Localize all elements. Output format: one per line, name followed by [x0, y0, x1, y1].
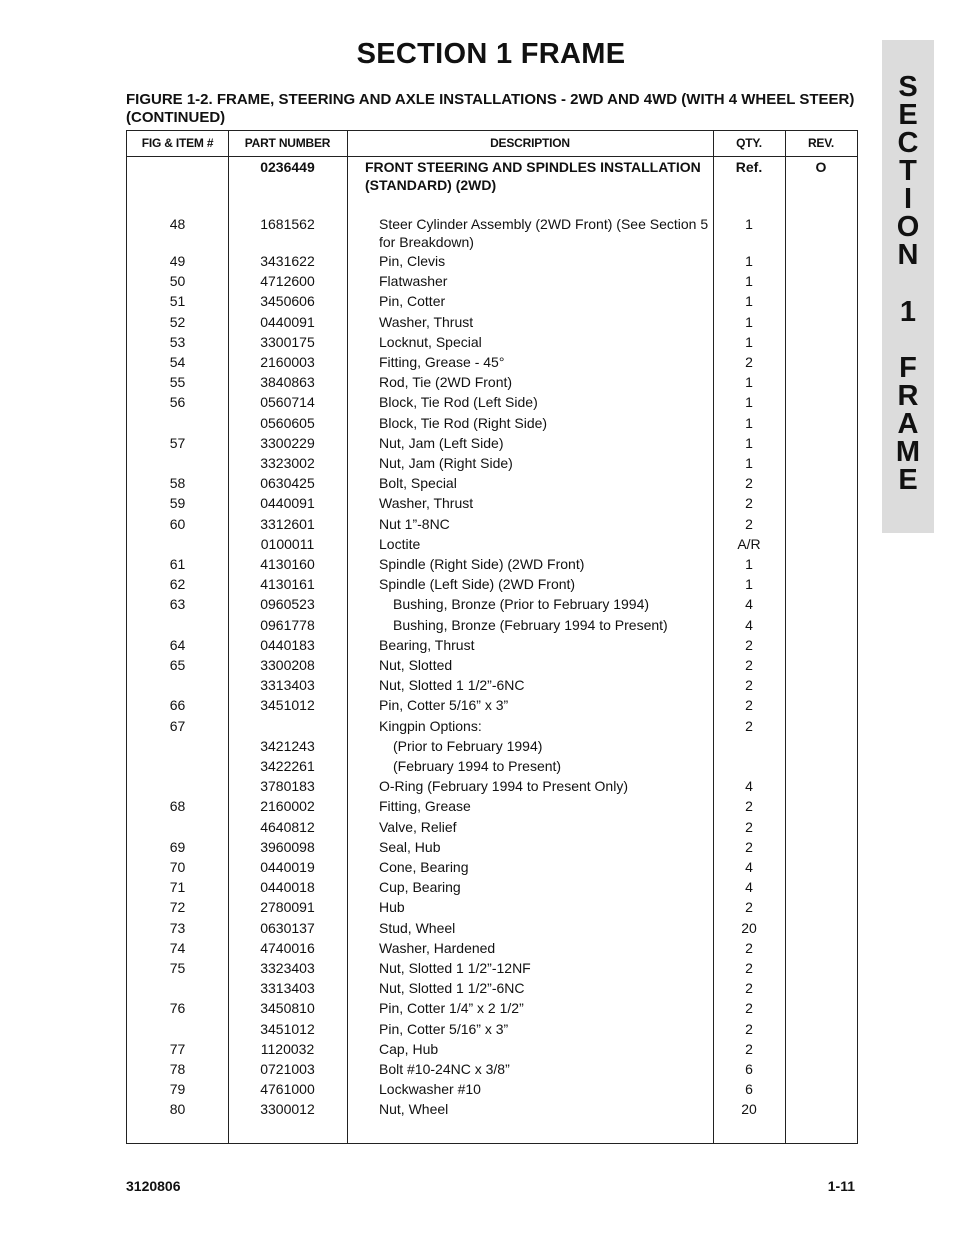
qty-cell: 2: [745, 960, 753, 976]
description-cell: Pin, Cotter 1/4” x 2 1/2”: [379, 1000, 524, 1017]
side-tab-letter: C: [897, 127, 919, 159]
qty-cell: 1: [745, 333, 753, 350]
fig-item-cell: 54: [169, 354, 186, 370]
description-cell: Rod, Tie (2WD Front): [379, 374, 513, 391]
fig-item-cell: 66: [169, 697, 186, 714]
section-side-tab: [882, 40, 934, 533]
qty-cell: 1: [745, 253, 753, 269]
description-cell: (Prior to February 1994): [393, 737, 543, 754]
description-cell: Valve, Relief: [379, 818, 457, 835]
description-cell: Pin, Cotter 5/16” x 3”: [379, 697, 509, 714]
fig-item-cell: 49: [169, 253, 186, 269]
qty-cell: 2: [745, 1020, 753, 1037]
header-fig-item: FIG & ITEM #: [141, 136, 214, 150]
column-divider: [347, 131, 348, 1143]
fig-item-cell: 64: [169, 636, 186, 653]
description-cell: Pin, Cotter: [379, 293, 446, 310]
side-tab-letter: M: [895, 436, 921, 468]
side-tab-letter: N: [897, 239, 919, 271]
qty-cell: 2: [745, 899, 753, 916]
header-divider: [127, 156, 857, 157]
part-number-cell: 4712600: [260, 273, 315, 290]
part-number-cell: 3300208: [260, 657, 315, 673]
description-cell: Washer, Hardened: [379, 939, 496, 956]
qty-cell: 2: [745, 475, 753, 492]
qty-cell: 2: [745, 677, 753, 694]
description-cell: Locknut, Special: [379, 333, 482, 350]
qty-cell: A/R: [737, 535, 761, 552]
part-number-cell: 4761000: [260, 1081, 315, 1098]
part-number-cell: 3300012: [260, 1101, 315, 1118]
qty-cell: 2: [745, 1000, 753, 1017]
qty-cell: 2: [745, 657, 753, 673]
fig-item-cell: 53: [169, 333, 186, 350]
description-cell: Seal, Hub: [379, 838, 441, 855]
part-number-cell: 1120032: [260, 1040, 315, 1057]
description-cell: Nut, Slotted 1 1/2”-12NF: [379, 960, 531, 976]
qty-cell: 1: [745, 394, 753, 411]
description-cell: Bushing, Bronze (Prior to February 1994): [393, 596, 650, 613]
part-number-cell: 3960098: [260, 838, 315, 855]
parts-table: [126, 130, 858, 1144]
part-number-cell: 4640812: [260, 818, 315, 835]
fig-item-cell: 58: [169, 475, 186, 492]
description-cell: Nut 1”-8NC: [379, 515, 450, 532]
description-cell: Stud, Wheel: [379, 919, 456, 936]
header-qty: QTY.: [736, 136, 762, 150]
description-cell: Steer Cylinder Assembly (2WD Front) (See Section 5 for Breakdown): [379, 216, 709, 250]
part-number-cell: 0560714: [260, 394, 315, 411]
part-number-cell: 3780183: [260, 778, 315, 795]
qty-cell: 6: [745, 1061, 753, 1077]
fig-item-cell: 50: [169, 273, 186, 290]
side-tab-letter: A: [897, 408, 919, 440]
part-number-cell: 2160002: [260, 798, 315, 815]
fig-item-cell: 78: [169, 1061, 186, 1077]
qty-cell: 1: [745, 455, 753, 471]
part-number-cell: 3451012: [260, 697, 315, 714]
qty-cell: 2: [745, 798, 753, 815]
qty-cell: 20: [741, 1101, 757, 1118]
qty-cell: 20: [741, 919, 757, 936]
part-number-cell: 3431622: [260, 253, 315, 269]
part-number-cell: 0961778: [260, 616, 315, 633]
side-tab-letter: E: [898, 464, 918, 496]
part-number-cell: 3313403: [260, 980, 315, 997]
fig-item-cell: 75: [169, 960, 186, 976]
description-cell: Flatwasher: [379, 273, 448, 290]
description-cell: Nut, Slotted: [379, 657, 453, 673]
fig-item-cell: 56: [169, 394, 186, 411]
description-cell: Block, Tie Rod (Left Side): [379, 394, 538, 411]
fig-item-cell: 48: [169, 216, 186, 232]
fig-item-cell: 74: [169, 939, 186, 956]
part-number-cell: 0236449: [260, 159, 315, 175]
qty-cell: 1: [745, 374, 753, 391]
fig-item-cell: 70: [169, 859, 186, 875]
fig-item-cell: 61: [169, 556, 186, 572]
description-cell: Fitting, Grease - 45°: [379, 354, 505, 370]
qty-cell: 2: [745, 717, 753, 734]
part-number-cell: 0960523: [260, 596, 315, 613]
part-number-cell: 4740016: [260, 939, 315, 956]
qty-cell: 2: [745, 980, 753, 997]
description-cell: Pin, Cotter 5/16” x 3”: [379, 1020, 509, 1037]
part-number-cell: 3323403: [260, 960, 315, 976]
description-cell: Bolt, Special: [379, 475, 457, 492]
part-number-cell: 3450606: [260, 293, 315, 310]
qty-cell: Ref.: [735, 159, 763, 175]
qty-cell: 2: [745, 1040, 753, 1057]
description-cell: Washer, Thrust: [379, 313, 474, 330]
description-cell: Nut, Jam (Right Side): [379, 455, 513, 471]
column-divider: [785, 131, 786, 1143]
part-number-cell: 0100011: [260, 535, 315, 552]
side-tab-letter: E: [898, 99, 918, 131]
side-tab-letter: S: [898, 71, 918, 103]
description-cell: (February 1994 to Present): [393, 758, 562, 774]
part-number-cell: 3323002: [260, 455, 315, 471]
description-cell: Loctite: [379, 535, 421, 552]
description-cell: Bushing, Bronze (February 1994 to Present): [393, 616, 668, 633]
fig-item-cell: 55: [169, 374, 186, 391]
part-number-cell: 3300229: [260, 434, 315, 451]
qty-cell: 2: [745, 838, 753, 855]
qty-cell: 2: [745, 636, 753, 653]
part-number-cell: 3421243: [260, 737, 315, 754]
fig-item-cell: 73: [169, 919, 186, 936]
description-cell: Spindle (Right Side) (2WD Front): [379, 556, 585, 572]
fig-item-cell: 79: [169, 1081, 186, 1098]
qty-cell: 1: [745, 293, 753, 310]
fig-item-cell: 65: [169, 657, 186, 673]
rev-cell: O: [815, 159, 827, 175]
part-number-cell: 3450810: [260, 1000, 315, 1017]
description-cell: Spindle (Left Side) (2WD Front): [379, 576, 576, 593]
description-cell: Kingpin Options:: [379, 717, 482, 734]
part-number-cell: 3840863: [260, 374, 315, 391]
qty-cell: 4: [745, 616, 753, 633]
part-number-cell: 0440091: [260, 313, 315, 330]
description-cell: Lockwasher #10: [379, 1081, 481, 1098]
part-number-cell: 3451012: [260, 1020, 315, 1037]
part-number-cell: 4130161: [260, 576, 315, 593]
part-number-cell: 4130160: [260, 556, 315, 572]
qty-cell: 1: [745, 556, 753, 572]
qty-cell: 1: [745, 576, 753, 593]
fig-item-cell: 72: [169, 899, 186, 916]
fig-item-cell: 80: [169, 1101, 186, 1118]
fig-item-cell: 77: [169, 1040, 186, 1057]
figure-title: FIGURE 1-2. FRAME, STEERING AND AXLE INSTALLATIONS - 2WD AND 4WD (WITH 4 WHEEL STEER) (CONTINUED): [126, 91, 855, 126]
qty-cell: 1: [745, 273, 753, 290]
side-tab-letter: F: [899, 352, 917, 384]
side-tab-letter: O: [896, 211, 920, 243]
description-cell: Cone, Bearing: [379, 859, 469, 875]
qty-cell: 1: [745, 216, 753, 232]
side-tab-letter: 1: [899, 296, 917, 328]
part-number-cell: 0440019: [260, 859, 315, 875]
qty-cell: 4: [745, 596, 753, 613]
part-number-cell: 0440091: [260, 495, 315, 512]
fig-item-cell: 69: [169, 838, 186, 855]
fig-item-cell: 68: [169, 798, 186, 815]
qty-cell: 4: [745, 879, 753, 896]
part-number-cell: 2160003: [260, 354, 315, 370]
part-number-cell: 2780091: [260, 899, 315, 916]
description-cell: O-Ring (February 1994 to Present Only): [379, 778, 628, 795]
qty-cell: 1: [745, 414, 753, 431]
part-number-cell: 3312601: [260, 515, 315, 532]
side-tab-letter: I: [903, 183, 913, 215]
description-cell: Cap, Hub: [379, 1040, 439, 1057]
fig-item-cell: 62: [169, 576, 186, 593]
qty-cell: 4: [745, 859, 753, 875]
description-cell: Nut, Slotted 1 1/2”-6NC: [379, 980, 525, 997]
description-cell: FRONT STEERING AND SPINDLES INSTALLATION (STANDARD) (2WD): [365, 159, 701, 193]
description-cell: Bearing, Thrust: [379, 636, 475, 653]
qty-cell: 4: [745, 778, 753, 795]
fig-item-cell: 59: [169, 495, 186, 512]
qty-cell: 2: [745, 939, 753, 956]
description-cell: Hub: [379, 899, 405, 916]
section-title: SECTION 1 FRAME: [356, 38, 626, 70]
fig-item-cell: 71: [169, 879, 186, 896]
description-cell: Cup, Bearing: [379, 879, 461, 896]
qty-cell: 1: [745, 434, 753, 451]
description-cell: Nut, Jam (Left Side): [379, 434, 504, 451]
part-number-cell: 3300175: [260, 333, 315, 350]
part-number-cell: 3313403: [260, 677, 315, 694]
page-number: 1-11: [827, 1178, 855, 1194]
description-cell: Nut, Slotted 1 1/2”-6NC: [379, 677, 525, 694]
part-number-cell: 0440183: [260, 636, 315, 653]
description-cell: Nut, Wheel: [379, 1101, 449, 1118]
fig-item-cell: 67: [169, 717, 186, 734]
fig-item-cell: 52: [169, 313, 186, 330]
document-number: 3120806: [126, 1178, 181, 1194]
part-number-cell: 0560605: [260, 414, 315, 431]
side-tab-letter: R: [897, 380, 919, 412]
description-cell: Block, Tie Rod (Right Side): [379, 414, 548, 431]
part-number-cell: 0630137: [260, 919, 315, 936]
fig-item-cell: 57: [169, 434, 186, 451]
qty-cell: 6: [745, 1081, 753, 1098]
side-tab-letter: T: [899, 155, 917, 187]
qty-cell: 1: [745, 313, 753, 330]
part-number-cell: 3422261: [260, 758, 315, 774]
description-cell: Bolt #10-24NC x 3/8”: [379, 1061, 510, 1077]
qty-cell: 2: [745, 697, 753, 714]
part-number-cell: 0630425: [260, 475, 315, 492]
header-rev: REV.: [807, 136, 835, 150]
fig-item-cell: 63: [169, 596, 186, 613]
qty-cell: 2: [745, 354, 753, 370]
part-number-cell: 1681562: [260, 216, 315, 232]
header-description: DESCRIPTION: [490, 136, 570, 150]
qty-cell: 2: [745, 495, 753, 512]
part-number-cell: 0721003: [260, 1061, 315, 1077]
fig-item-cell: 60: [169, 515, 186, 532]
description-cell: Washer, Thrust: [379, 495, 474, 512]
description-cell: Fitting, Grease: [379, 798, 471, 815]
header-part-number: PART NUMBER: [244, 136, 331, 150]
qty-cell: 2: [745, 818, 753, 835]
part-number-cell: 0440018: [260, 879, 315, 896]
fig-item-cell: 51: [169, 293, 186, 310]
description-cell: Pin, Clevis: [379, 253, 446, 269]
fig-item-cell: 76: [169, 1000, 186, 1017]
qty-cell: 2: [745, 515, 753, 532]
